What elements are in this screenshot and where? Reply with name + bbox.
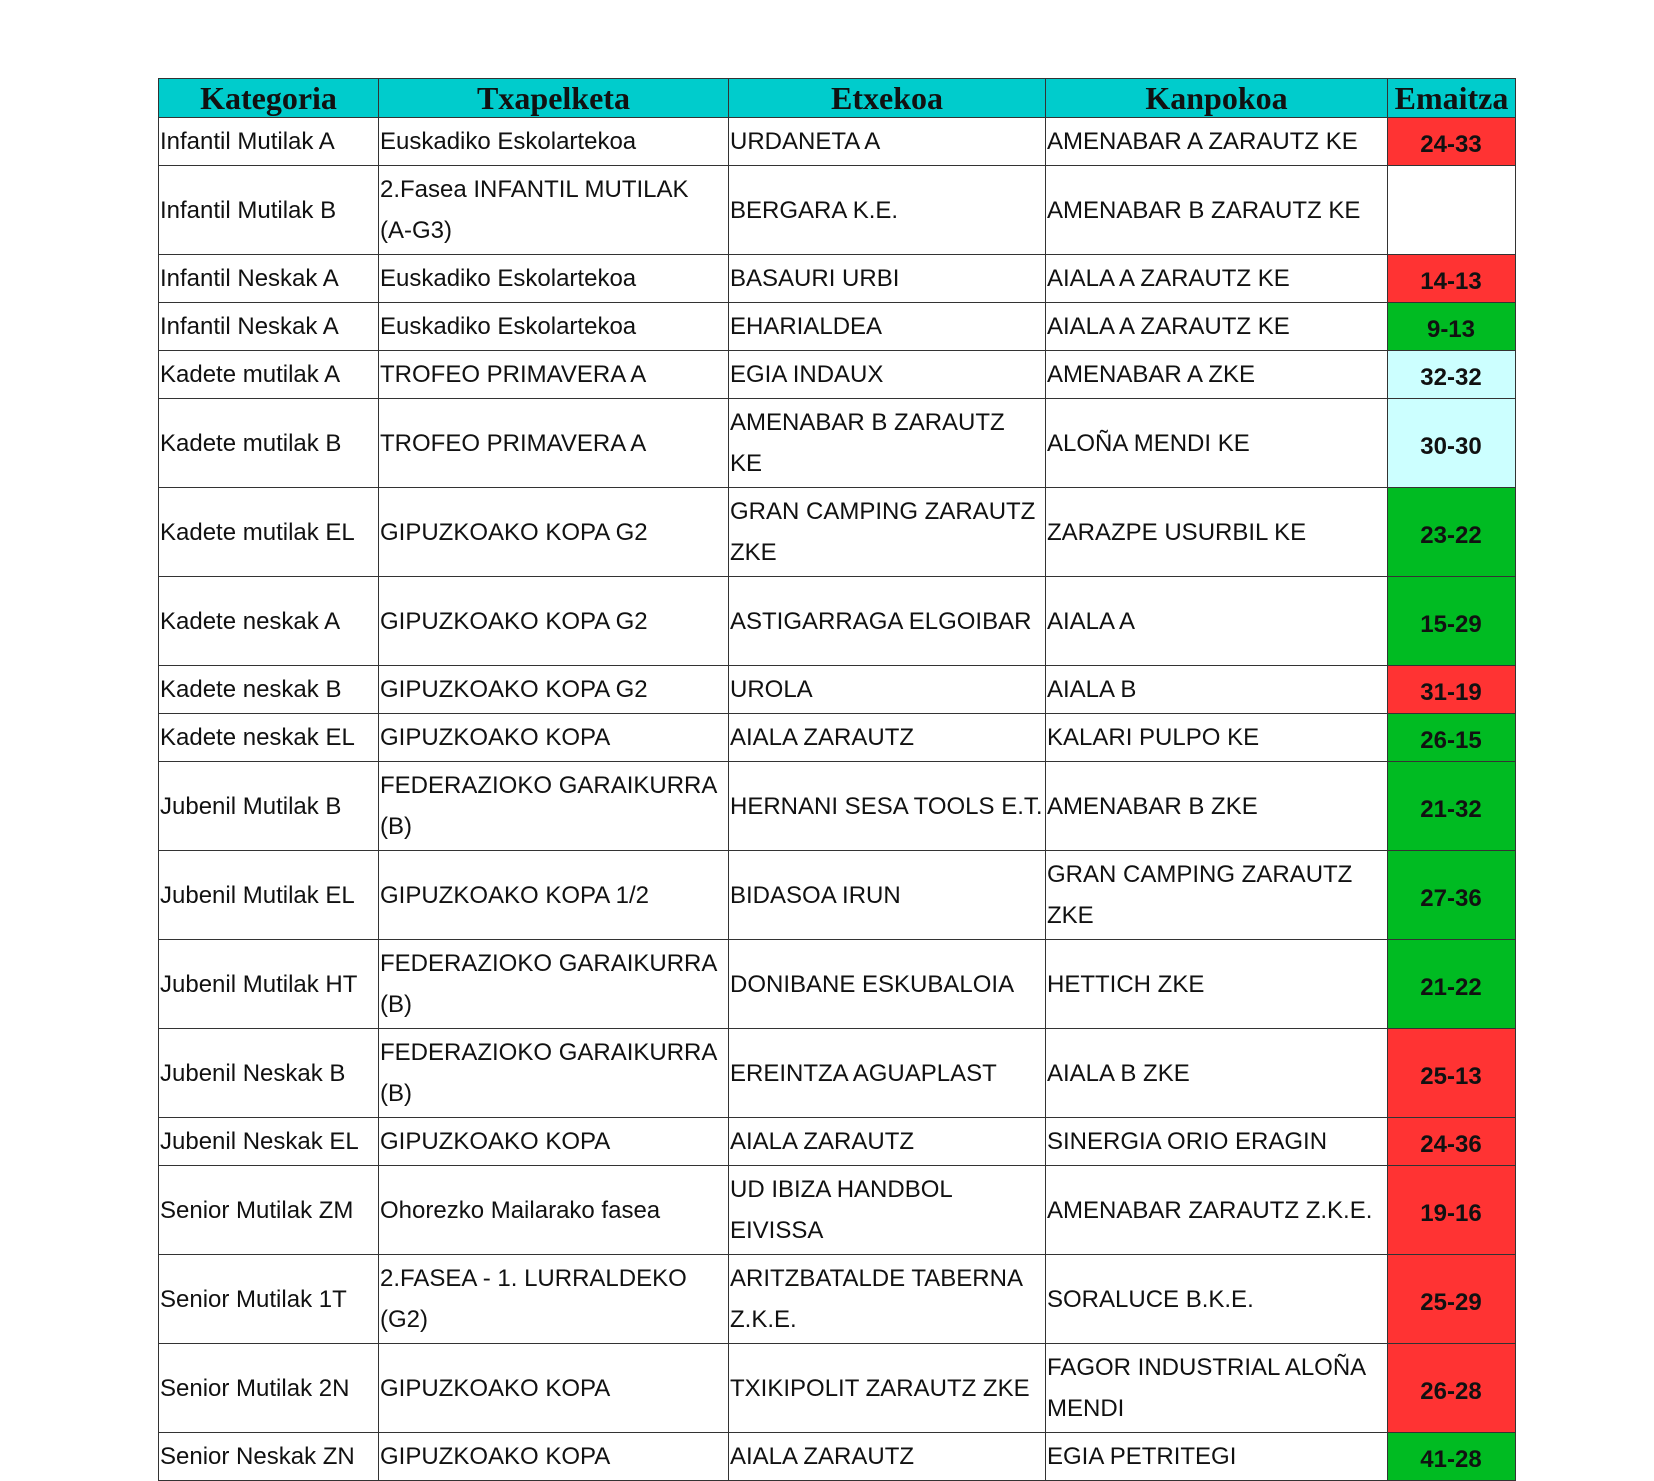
cell-kanpokoa: AMENABAR A ZARAUTZ KE <box>1046 118 1388 166</box>
cell-kategoria: Kadete neskak EL <box>159 714 379 762</box>
cell-etxekoa: GRAN CAMPING ZARAUTZ ZKE <box>729 488 1046 577</box>
cell-kanpokoa: SORALUCE B.K.E. <box>1046 1255 1388 1344</box>
header-kategoria: Kategoria <box>159 79 379 118</box>
cell-kategoria: Jubenil Neskak EL <box>159 1118 379 1166</box>
cell-etxekoa: AIALA ZARAUTZ <box>729 1433 1046 1481</box>
cell-emaitza: 19-16 <box>1388 1166 1516 1255</box>
cell-kategoria: Infantil Mutilak B <box>159 166 379 255</box>
cell-kategoria: Jubenil Mutilak B <box>159 762 379 851</box>
cell-txapelketa: FEDERAZIOKO GARAIKURRA (B) <box>379 1029 729 1118</box>
cell-kanpokoa: AMENABAR ZARAUTZ Z.K.E. <box>1046 1166 1388 1255</box>
cell-emaitza: 26-28 <box>1388 1344 1516 1433</box>
cell-kanpokoa: ALOÑA MENDI KE <box>1046 399 1388 488</box>
cell-etxekoa: ARITZBATALDE TABERNA Z.K.E. <box>729 1255 1046 1344</box>
cell-txapelketa: FEDERAZIOKO GARAIKURRA (B) <box>379 940 729 1029</box>
cell-kanpokoa: KALARI PULPO KE <box>1046 714 1388 762</box>
cell-txapelketa: FEDERAZIOKO GARAIKURRA (B) <box>379 762 729 851</box>
cell-kategoria: Jubenil Mutilak HT <box>159 940 379 1029</box>
cell-txapelketa: TROFEO PRIMAVERA A <box>379 399 729 488</box>
cell-etxekoa: BIDASOA IRUN <box>729 851 1046 940</box>
cell-kanpokoa: AIALA A <box>1046 577 1388 666</box>
table-row <box>159 118 1516 166</box>
table-row <box>159 1166 1516 1255</box>
cell-etxekoa: BASAURI URBI <box>729 255 1046 303</box>
table-row <box>159 1029 1516 1118</box>
cell-etxekoa: ASTIGARRAGA ELGOIBAR <box>729 577 1046 666</box>
cell-txapelketa: Euskadiko Eskolartekoa <box>379 118 729 166</box>
table-row <box>159 303 1516 351</box>
cell-emaitza: 30-30 <box>1388 399 1516 488</box>
cell-kanpokoa: AMENABAR A ZKE <box>1046 351 1388 399</box>
cell-kategoria: Jubenil Neskak B <box>159 1029 379 1118</box>
cell-txapelketa: GIPUZKOAKO KOPA <box>379 1433 729 1481</box>
table-row <box>159 166 1516 255</box>
cell-txapelketa: Euskadiko Eskolartekoa <box>379 303 729 351</box>
cell-emaitza: 32-32 <box>1388 351 1516 399</box>
cell-emaitza: 23-22 <box>1388 488 1516 577</box>
cell-kategoria: Senior Mutilak 1T <box>159 1255 379 1344</box>
table-row <box>159 666 1516 714</box>
table-row <box>159 488 1516 577</box>
cell-etxekoa: DONIBANE ESKUBALOIA <box>729 940 1046 1029</box>
header-etxekoa: Etxekoa <box>729 79 1046 118</box>
cell-kanpokoa: HETTICH ZKE <box>1046 940 1388 1029</box>
cell-txapelketa: GIPUZKOAKO KOPA G2 <box>379 488 729 577</box>
table-row <box>159 577 1516 666</box>
cell-kategoria: Infantil Neskak A <box>159 303 379 351</box>
header-kanpokoa: Kanpokoa <box>1046 79 1388 118</box>
table-row <box>159 940 1516 1029</box>
cell-etxekoa: EREINTZA AGUAPLAST <box>729 1029 1046 1118</box>
cell-kategoria: Senior Mutilak ZM <box>159 1166 379 1255</box>
cell-kanpokoa: AIALA B <box>1046 666 1388 714</box>
cell-txapelketa: TROFEO PRIMAVERA A <box>379 351 729 399</box>
cell-kategoria: Kadete mutilak EL <box>159 488 379 577</box>
cell-etxekoa: EGIA INDAUX <box>729 351 1046 399</box>
cell-emaitza: 24-36 <box>1388 1118 1516 1166</box>
cell-txapelketa: 2.Fasea INFANTIL MUTILAK (A-G3) <box>379 166 729 255</box>
cell-kanpokoa: AIALA B ZKE <box>1046 1029 1388 1118</box>
cell-etxekoa: URDANETA A <box>729 118 1046 166</box>
cell-kanpokoa: ZARAZPE USURBIL KE <box>1046 488 1388 577</box>
cell-kanpokoa: AMENABAR B ZARAUTZ KE <box>1046 166 1388 255</box>
header-row <box>159 79 1516 118</box>
table-row <box>159 1118 1516 1166</box>
cell-kategoria: Senior Mutilak 2N <box>159 1344 379 1433</box>
cell-kategoria: Kadete mutilak B <box>159 399 379 488</box>
cell-emaitza: 27-36 <box>1388 851 1516 940</box>
cell-emaitza: 21-22 <box>1388 940 1516 1029</box>
cell-kategoria: Infantil Mutilak A <box>159 118 379 166</box>
cell-txapelketa: GIPUZKOAKO KOPA G2 <box>379 577 729 666</box>
cell-emaitza: 14-13 <box>1388 255 1516 303</box>
table-row <box>159 351 1516 399</box>
cell-emaitza: 25-29 <box>1388 1255 1516 1344</box>
cell-etxekoa: AMENABAR B ZARAUTZ KE <box>729 399 1046 488</box>
cell-etxekoa: TXIKIPOLIT ZARAUTZ ZKE <box>729 1344 1046 1433</box>
results-table <box>158 78 1516 1481</box>
cell-txapelketa: GIPUZKOAKO KOPA <box>379 714 729 762</box>
cell-kanpokoa: SINERGIA ORIO ERAGIN <box>1046 1118 1388 1166</box>
cell-kategoria: Kadete mutilak A <box>159 351 379 399</box>
cell-emaitza <box>1388 166 1516 255</box>
cell-etxekoa: AIALA ZARAUTZ <box>729 1118 1046 1166</box>
table-row <box>159 1255 1516 1344</box>
cell-kategoria: Kadete neskak B <box>159 666 379 714</box>
cell-emaitza: 25-13 <box>1388 1029 1516 1118</box>
cell-kategoria: Kadete neskak A <box>159 577 379 666</box>
table-row <box>159 399 1516 488</box>
cell-txapelketa: Euskadiko Eskolartekoa <box>379 255 729 303</box>
cell-kategoria: Infantil Neskak A <box>159 255 379 303</box>
cell-emaitza: 26-15 <box>1388 714 1516 762</box>
header-txapelketa: Txapelketa <box>379 79 729 118</box>
cell-emaitza: 31-19 <box>1388 666 1516 714</box>
cell-emaitza: 21-32 <box>1388 762 1516 851</box>
table-row <box>159 1344 1516 1433</box>
cell-kanpokoa: GRAN CAMPING ZARAUTZ ZKE <box>1046 851 1388 940</box>
cell-kanpokoa: EGIA PETRITEGI <box>1046 1433 1388 1481</box>
cell-etxekoa: UROLA <box>729 666 1046 714</box>
cell-txapelketa: GIPUZKOAKO KOPA <box>379 1344 729 1433</box>
table-row <box>159 714 1516 762</box>
cell-etxekoa: EHARIALDEA <box>729 303 1046 351</box>
cell-etxekoa: BERGARA K.E. <box>729 166 1046 255</box>
header-emaitza: Emaitza <box>1388 79 1516 118</box>
cell-etxekoa: HERNANI SESA TOOLS E.T. <box>729 762 1046 851</box>
cell-kanpokoa: AMENABAR B ZKE <box>1046 762 1388 851</box>
cell-txapelketa: GIPUZKOAKO KOPA G2 <box>379 666 729 714</box>
cell-etxekoa: AIALA ZARAUTZ <box>729 714 1046 762</box>
cell-txapelketa: 2.FASEA - 1. LURRALDEKO (G2) <box>379 1255 729 1344</box>
cell-kanpokoa: FAGOR INDUSTRIAL ALOÑA MENDI <box>1046 1344 1388 1433</box>
cell-kanpokoa: AIALA A ZARAUTZ KE <box>1046 255 1388 303</box>
cell-txapelketa: GIPUZKOAKO KOPA 1/2 <box>379 851 729 940</box>
cell-txapelketa: GIPUZKOAKO KOPA <box>379 1118 729 1166</box>
cell-kategoria: Jubenil Mutilak EL <box>159 851 379 940</box>
cell-txapelketa: Ohorezko Mailarako fasea <box>379 1166 729 1255</box>
cell-etxekoa: UD IBIZA HANDBOL EIVISSA <box>729 1166 1046 1255</box>
cell-emaitza: 24-33 <box>1388 118 1516 166</box>
table-row <box>159 851 1516 940</box>
cell-emaitza: 15-29 <box>1388 577 1516 666</box>
table-row <box>159 255 1516 303</box>
cell-emaitza: 9-13 <box>1388 303 1516 351</box>
cell-kanpokoa: AIALA A ZARAUTZ KE <box>1046 303 1388 351</box>
cell-emaitza: 41-28 <box>1388 1433 1516 1481</box>
cell-kategoria: Senior Neskak ZN <box>159 1433 379 1481</box>
table-row <box>159 762 1516 851</box>
